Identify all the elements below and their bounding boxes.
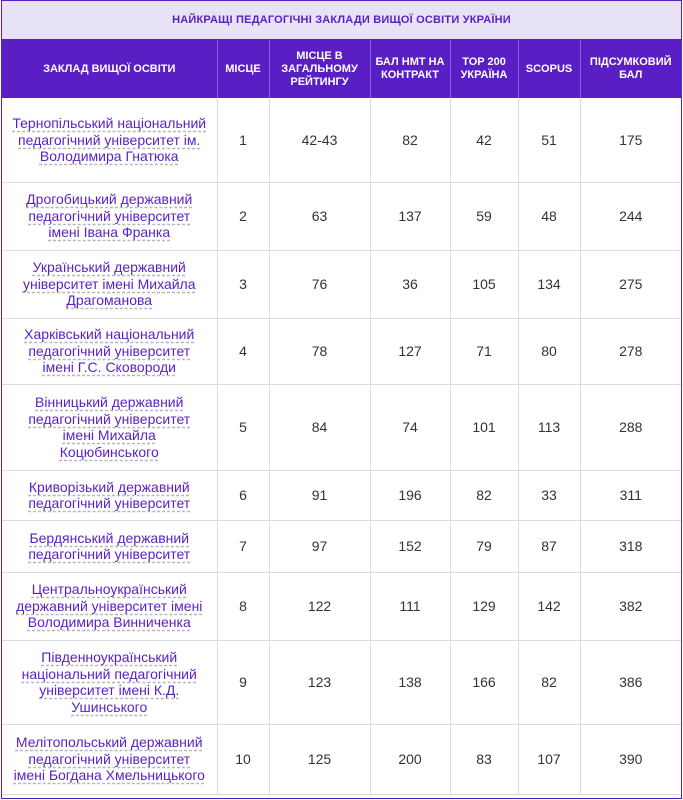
cell-scopus: 134: [518, 250, 580, 318]
table-row: [2, 520, 681, 572]
cell-overall: 42-43: [269, 98, 370, 182]
cell-nmt: 111: [370, 572, 450, 640]
header-nmt-score: БАЛ НМТ НА КОНТРАКТ: [370, 40, 450, 98]
cell-place: 10: [217, 724, 269, 794]
cell-top200: 101: [450, 384, 518, 470]
cell-scopus: 87: [518, 520, 580, 572]
header-overall-rank: МІСЦЕ В ЗАГАЛЬНОМУ РЕЙТИНГУ: [269, 40, 370, 98]
institution-link[interactable]: Центральноукраїнський державний університет імені Володимира Винниченка: [16, 581, 203, 631]
institution-link[interactable]: Південноукраїнський національний педагогічний університет імені К.Д. Ушинського: [21, 649, 197, 715]
cell-overall: 123: [269, 640, 370, 724]
table-row: [2, 250, 681, 318]
header-row: [2, 40, 681, 98]
cell-nmt: 82: [370, 98, 450, 182]
header-total-score: ПІДСУМКОВИЙ БАЛ: [580, 40, 681, 98]
institution-link[interactable]: Бердянський державний педагогічний університет: [28, 529, 191, 562]
cell-nmt: 74: [370, 384, 450, 470]
table-row: [2, 470, 681, 520]
cell-place: 3: [217, 250, 269, 318]
cell-place: 8: [217, 572, 269, 640]
cell-total: 318: [580, 520, 681, 572]
cell-overall: 78: [269, 318, 370, 384]
cell-scopus: 113: [518, 384, 580, 470]
cell-total: 278: [580, 318, 681, 384]
cell-top200: 59: [450, 182, 518, 250]
cell-total: 390: [580, 724, 681, 794]
table-row: [2, 572, 681, 640]
cell-place: 7: [217, 520, 269, 572]
header-top200: TOP 200 УКРАЇНА: [450, 40, 518, 98]
cell-total: 288: [580, 384, 681, 470]
cell-scopus: 51: [518, 98, 580, 182]
institution-link[interactable]: Дрогобицький державний педагогічний університет імені Івана Франка: [26, 191, 193, 241]
cell-scopus: 80: [518, 318, 580, 384]
cell-place: 5: [217, 384, 269, 470]
table-row: [2, 724, 681, 794]
cell-overall: 63: [269, 182, 370, 250]
header-institution: ЗАКЛАД ВИЩОЇ ОСВІТИ: [2, 40, 217, 98]
cell-overall: 97: [269, 520, 370, 572]
cell-top200: 129: [450, 572, 518, 640]
cell-nmt: 152: [370, 520, 450, 572]
cell-total: 311: [580, 470, 681, 520]
cell-overall: 125: [269, 724, 370, 794]
cell-total: 175: [580, 98, 681, 182]
table-row: [2, 182, 681, 250]
cell-place: 6: [217, 470, 269, 520]
institution-link[interactable]: Вінницький державний педагогічний університет імені Михайла Коцюбинського: [28, 394, 191, 460]
table-caption: НАЙКРАЩІ ПЕДАГОГІЧНІ ЗАКЛАДИ ВИЩОЇ ОСВІТИ УКРАЇНИ: [2, 1, 681, 40]
cell-overall: 122: [269, 572, 370, 640]
cell-overall: 91: [269, 470, 370, 520]
cell-place: 1: [217, 98, 269, 182]
cell-top200: 42: [450, 98, 518, 182]
cell-scopus: 82: [518, 640, 580, 724]
institution-link[interactable]: Харківський національний педагогічний університет імені Г.С. Сковороди: [24, 326, 195, 376]
table-row: [2, 640, 681, 724]
cell-nmt: 127: [370, 318, 450, 384]
cell-place: 4: [217, 318, 269, 384]
cell-nmt: 36: [370, 250, 450, 318]
cell-nmt: 200: [370, 724, 450, 794]
cell-scopus: 107: [518, 724, 580, 794]
institution-link[interactable]: Український державний університет імені Михайла Драгоманова: [22, 259, 196, 309]
cell-top200: 166: [450, 640, 518, 724]
header-scopus: SCOPUS: [518, 40, 580, 98]
cell-total: 275: [580, 250, 681, 318]
table-row: [2, 318, 681, 384]
cell-scopus: 33: [518, 470, 580, 520]
cell-place: 2: [217, 182, 269, 250]
cell-top200: 105: [450, 250, 518, 318]
cell-nmt: 137: [370, 182, 450, 250]
cell-top200: 79: [450, 520, 518, 572]
ranking-table-container: [1, 0, 682, 799]
ranking-table: [2, 40, 681, 795]
cell-scopus: 142: [518, 572, 580, 640]
institution-link[interactable]: Мелітопольський державний педагогічний університет імені Богдана Хмельницького: [13, 734, 205, 784]
table-row: [2, 98, 681, 182]
cell-top200: 71: [450, 318, 518, 384]
cell-total: 382: [580, 572, 681, 640]
cell-nmt: 196: [370, 470, 450, 520]
cell-scopus: 48: [518, 182, 580, 250]
cell-top200: 82: [450, 470, 518, 520]
cell-top200: 83: [450, 724, 518, 794]
cell-total: 386: [580, 640, 681, 724]
cell-nmt: 138: [370, 640, 450, 724]
header-place: МІСЦЕ: [217, 40, 269, 98]
cell-place: 9: [217, 640, 269, 724]
institution-link[interactable]: Тернопільський національний педагогічний університет ім. Володимира Гнатюка: [12, 115, 207, 164]
cell-overall: 76: [269, 250, 370, 318]
cell-total: 244: [580, 182, 681, 250]
cell-overall: 84: [269, 384, 370, 470]
institution-link[interactable]: Криворізький державний педагогічний університет: [28, 478, 191, 511]
table-row: [2, 384, 681, 470]
